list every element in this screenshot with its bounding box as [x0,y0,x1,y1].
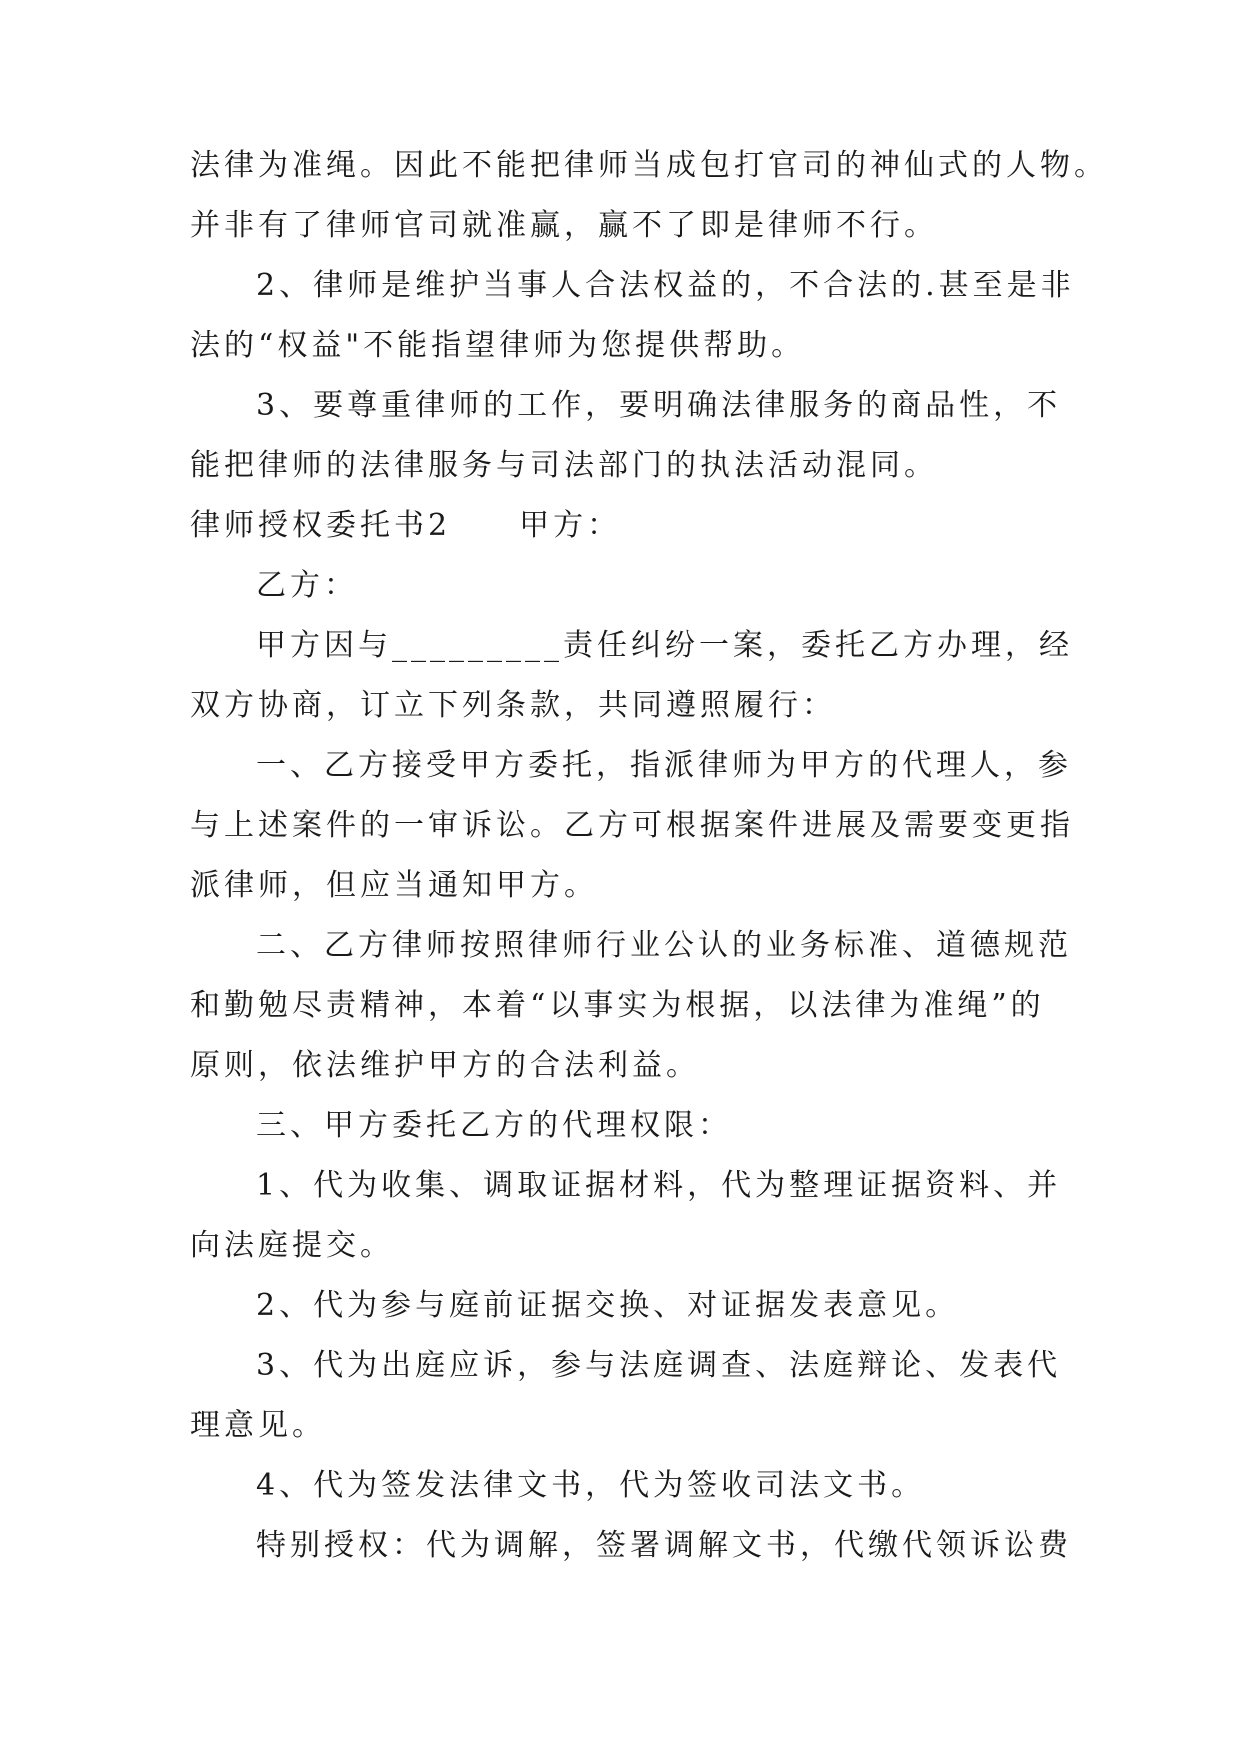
text-line: 法律为准绳。因此不能把律师当成包打官司的神仙式的人物。 [190,148,1108,183]
special-authorization-line: 特别授权：代为调解，签署调解文书，代缴代领诉讼费 [256,1528,1072,1563]
text-line: 原则，依法维护甲方的合法利益。 [190,1048,700,1083]
text-line: 与上述案件的一审诉讼。乙方可根据案件进展及需要变更指 [190,808,1074,843]
clause-one-line: 一、乙方接受甲方委托，指派律师为甲方的代理人，参 [256,748,1072,783]
text-line: 理意见。 [190,1408,326,1443]
clause-three-line: 三、甲方委托乙方的代理权限： [256,1108,732,1143]
party-b-label: 乙方： [256,568,358,603]
paragraph-line: 甲方因与_________责任纠纷一案，委托乙方办理，经 [256,628,1073,663]
paragraph-line: 3、代为出庭应诉，参与法庭调查、法庭辩论、发表代 [256,1348,1062,1383]
paragraph-line: 1、代为收集、调取证据材料，代为整理证据资料、并 [256,1168,1062,1203]
text-line: 和勤勉尽责精神，本着“以事实为根据，以法律为准绳”的 [190,988,1045,1023]
text-line: 法的“权益"不能指望律师为您提供帮助。 [190,328,806,363]
text-line: 并非有了律师官司就准赢，赢不了即是律师不行。 [190,208,938,243]
text-line: 向法庭提交。 [190,1228,394,1263]
text-line: 能把律师的法律服务与司法部门的执法活动混同。 [190,448,938,483]
paragraph-line: 2、代为参与庭前证据交换、对证据发表意见。 [256,1288,960,1323]
clause-two-line: 二、乙方律师按照律师行业公认的业务标准、道德规范 [256,928,1072,963]
document-heading: 律师授权委托书2 甲方： [190,508,622,543]
text-line: 双方协商，订立下列条款，共同遵照履行： [190,688,836,723]
paragraph-line: 2、律师是维护当事人合法权益的，不合法的.甚至是非 [256,268,1075,303]
text-line: 派律师，但应当通知甲方。 [190,868,598,903]
paragraph-line: 3、要尊重律师的工作，要明确法律服务的商品性，不 [256,388,1062,423]
paragraph-line: 4、代为签发法律文书，代为签收司法文书。 [256,1468,926,1503]
